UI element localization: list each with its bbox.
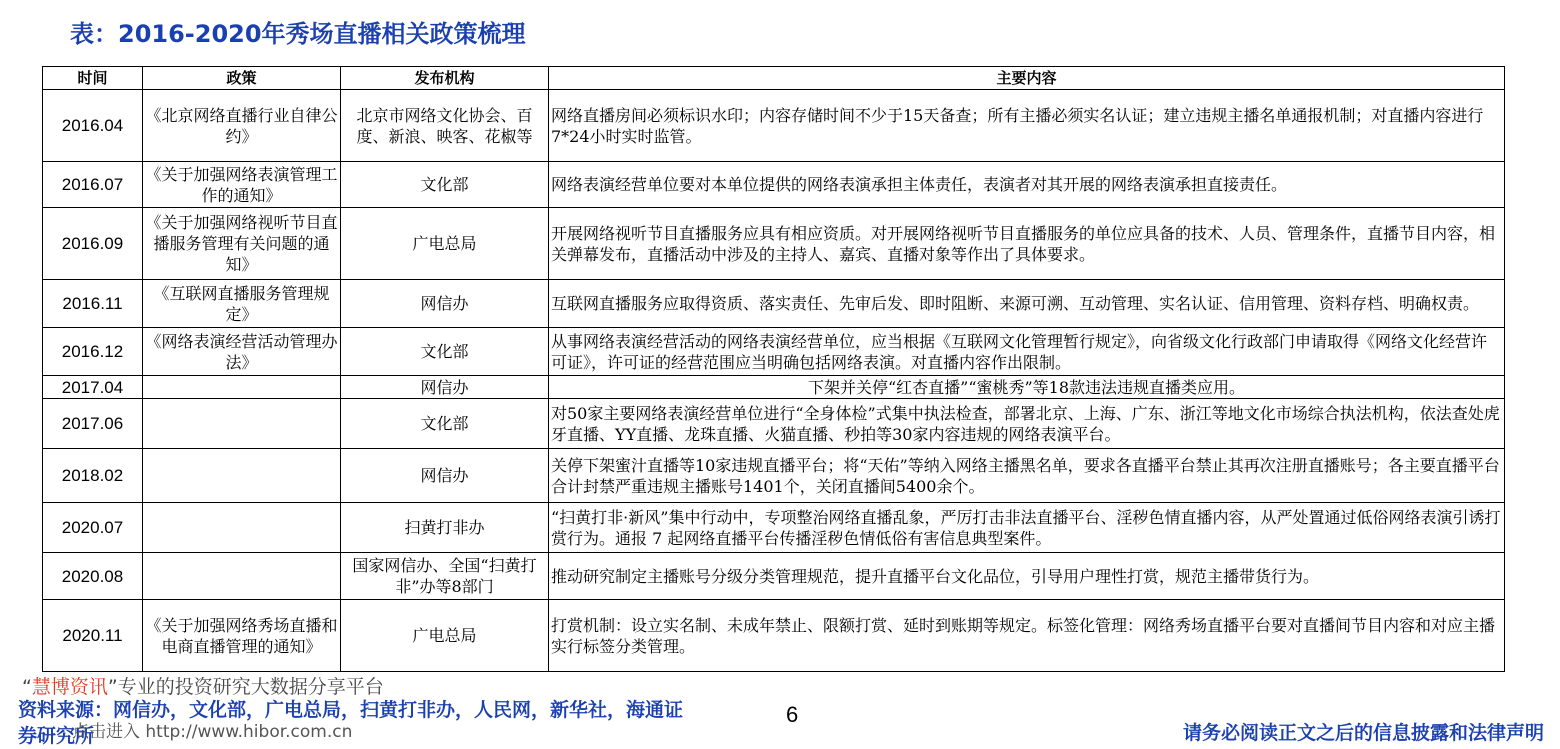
cell-policy: 《关于加强网络视听节目直播服务管理有关问题的通知》 [143, 208, 341, 280]
policy-table [42, 66, 1505, 672]
cell-policy: 《关于加强网络秀场直播和电商直播管理的通知》 [143, 600, 341, 672]
watermark-brand: 慧博资讯 [31, 676, 108, 698]
cell-policy: 《互联网直播服务管理规定》 [143, 280, 341, 328]
cell-policy [143, 449, 341, 503]
watermark-quote-close: ” [107, 676, 118, 698]
cell-policy: 《网络表演经营活动管理办法》 [143, 328, 341, 376]
watermark-link[interactable]: 点击进入 http://www.hibor.com.cn [72, 722, 353, 742]
page-number: 6 [786, 702, 799, 727]
cell-policy [143, 553, 341, 600]
cell-org: 网信办 [341, 280, 549, 328]
cell-time: 2016.07 [43, 162, 143, 208]
cell-org: 北京市网络文化协会、百度、新浪、映客、花椒等 [341, 90, 549, 162]
cell-content: “扫黄打非·新风”集中行动中，专项整治网络直播乱象，严厉打击非法直播平台、淫秽色情直播内容，从严处置通过低俗网络表演引诱打赏行为。通报 7 起网络直播平台传播淫秽色情低俗有害信息典型案件。 [549, 503, 1505, 553]
cell-policy: 《北京网络直播行业自律公约》 [143, 90, 341, 162]
cell-content: 互联网直播服务应取得资质、落实责任、先审后发、即时阻断、来源可溯、互动管理、实名认证、信用管理、资料存档、明确权责。 [549, 280, 1505, 328]
cell-policy [143, 376, 341, 399]
cell-content: 对50家主要网络表演经营单位进行“全身体检”式集中执法检查，部署北京、上海、广东、浙江等地文化市场综合执法机构，依法查处虎牙直播、YY直播、龙珠直播、火猫直播、秒拍等30家内容违规的网络表演平台。 [549, 399, 1505, 449]
cell-org: 国家网信办、全国“扫黄打非”办等8部门 [341, 553, 549, 600]
cell-content: 打赏机制：设立实名制、未成年禁止、限额打赏、延时到账期等规定。标签化管理：网络秀场直播平台要对直播间节目内容和对应主播实行标签分类管理。 [549, 600, 1505, 672]
table-row [43, 90, 1505, 162]
header-org: 发布机构 [341, 67, 549, 90]
table-row [43, 399, 1505, 449]
cell-policy [143, 399, 341, 449]
cell-org: 广电总局 [341, 600, 549, 672]
source-note: 资料来源：网信办，文化部，广电总局，扫黄打非办，人民网，新华社，海通证券研究所 [18, 699, 684, 747]
watermark-quote-open: “ [22, 676, 32, 698]
cell-content: 开展网络视听节目直播服务应具有相应资质。对开展网络视听节目直播服务的单位应具备的技术、人员、管理条件，直播节目内容，相关弹幕发布，直播活动中涉及的主持人、嘉宾、直播对象等作出了具体要求。 [549, 208, 1505, 280]
page-title: 表：2016-2020年秀场直播相关政策梳理 [70, 20, 526, 48]
cell-org: 广电总局 [341, 208, 549, 280]
table-row [43, 600, 1505, 672]
cell-policy [143, 503, 341, 553]
cell-time: 2016.11 [43, 280, 143, 328]
cell-org: 网信办 [341, 376, 549, 399]
cell-org: 网信办 [341, 449, 549, 503]
cell-content: 推动研究制定主播账号分级分类管理规范，提升直播平台文化品位，引导用户理性打赏，规范主播带货行为。 [549, 553, 1505, 600]
header-policy: 政策 [143, 67, 341, 90]
cell-time: 2017.06 [43, 399, 143, 449]
header-content: 主要内容 [549, 67, 1505, 90]
cell-org: 文化部 [341, 399, 549, 449]
header-time: 时间 [43, 67, 143, 90]
table-row [43, 162, 1505, 208]
cell-time: 2017.04 [43, 376, 143, 399]
cell-policy: 《关于加强网络表演管理工作的通知》 [143, 162, 341, 208]
cell-time: 2016.04 [43, 90, 143, 162]
watermark-banner [22, 672, 384, 699]
cell-content: 下架并关停“红杏直播”“蜜桃秀”等18款违法违规直播类应用。 [549, 376, 1505, 399]
table-row [43, 503, 1505, 553]
cell-time: 2020.11 [43, 600, 143, 672]
table-row [43, 449, 1505, 503]
cell-content: 关停下架蜜汁直播等10家违规直播平台；将“天佑”等纳入网络主播黑名单，要求各直播平台禁止其再次注册直播账号；各主要直播平台合计封禁严重违规主播账号1401个，关闭直播间5400余个。 [549, 449, 1505, 503]
cell-content: 网络表演经营单位要对本单位提供的网络表演承担主体责任，表演者对其开展的网络表演承担直接责任。 [549, 162, 1505, 208]
cell-time: 2018.02 [43, 449, 143, 503]
cell-time: 2020.08 [43, 553, 143, 600]
cell-time: 2016.09 [43, 208, 143, 280]
cell-time: 2020.07 [43, 503, 143, 553]
disclaimer: 请务必阅读正文之后的信息披露和法律声明 [1182, 722, 1544, 744]
table-header-row [43, 67, 1505, 90]
cell-org: 文化部 [341, 328, 549, 376]
cell-time: 2016.12 [43, 328, 143, 376]
cell-content: 网络直播房间必须标识水印；内容存储时间不少于15天备查；所有主播必须实名认证；建立违规主播名单通报机制；对直播内容进行7*24小时实时监管。 [549, 90, 1505, 162]
table-row [43, 280, 1505, 328]
cell-org: 扫黄打非办 [341, 503, 549, 553]
table-row [43, 553, 1505, 600]
cell-org: 文化部 [341, 162, 549, 208]
watermark-text: 专业的投资研究大数据分享平台 [117, 676, 384, 698]
cell-content: 从事网络表演经营活动的网络表演经营单位，应当根据《互联网文化管理暂行规定》，向省级文化行政部门申请取得《网络文化经营许可证》，许可证的经营范围应当明确包括网络表演。对直播内容作出限制。 [549, 328, 1505, 376]
table-row [43, 208, 1505, 280]
table-row [43, 328, 1505, 376]
table-row [43, 376, 1505, 399]
